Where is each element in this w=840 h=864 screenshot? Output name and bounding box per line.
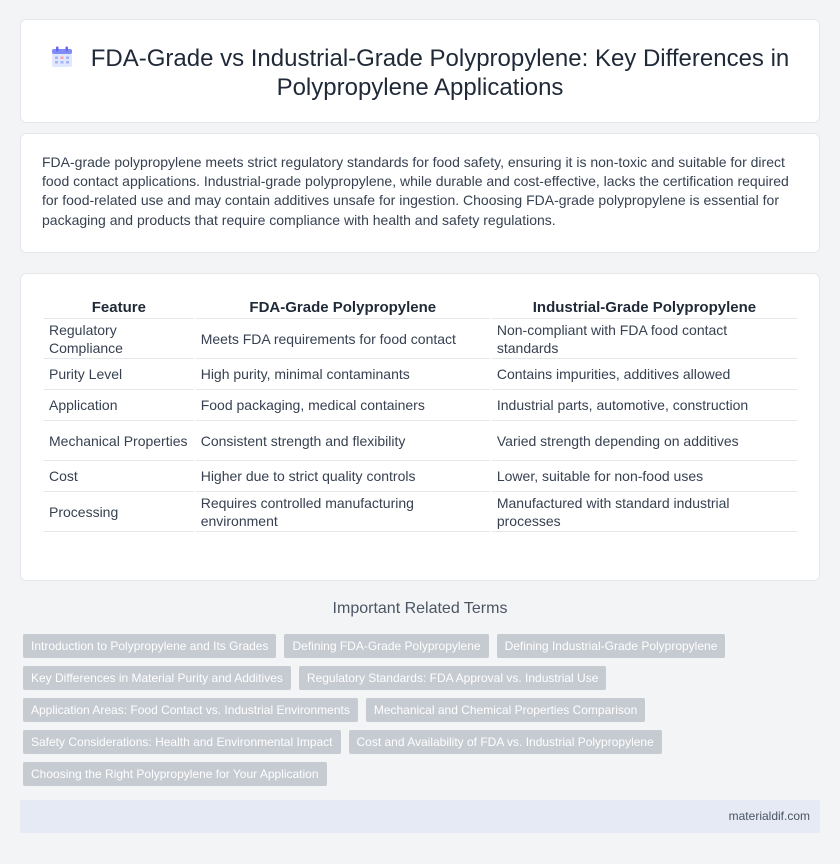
- feature-cell: Regulatory Compliance: [44, 319, 194, 359]
- intro-paragraph: FDA-grade polypropylene meets strict regulatory standards for food safety, ensuring it is non-toxic and suitable for direct food contact applications. Industrial-grade polypropylene, while durable and cost-effective, lacks the certification required for food-related use and may contain additives unsafe for ingestion. Choosing FDA-grade polypropylene is essential for packaging and products that require compliance with health and safety regulations.: [42, 154, 789, 228]
- industrial-cell: Contains impurities, additives allowed: [492, 359, 797, 390]
- industrial-cell: Industrial parts, automotive, construction: [492, 390, 797, 421]
- industrial-cell: Varied strength depending on additives: [492, 421, 797, 461]
- header-industrial-grade: Industrial-Grade Polypropylene: [492, 296, 797, 319]
- industrial-cell: Lower, suitable for non-food uses: [492, 461, 797, 492]
- header-feature: Feature: [44, 296, 194, 319]
- industrial-cell: Non-compliant with FDA food contact standards: [492, 319, 797, 359]
- table-row: [44, 319, 797, 359]
- term-tag[interactable]: Safety Considerations: Health and Environmental Impact: [23, 730, 341, 754]
- page-title: [21, 44, 819, 102]
- term-tag[interactable]: Defining FDA-Grade Polypropylene: [284, 634, 488, 658]
- fda-cell: Food packaging, medical containers: [196, 390, 490, 421]
- related-terms-list: [23, 634, 823, 794]
- term-tag[interactable]: Cost and Availability of FDA vs. Industrial Polypropylene: [349, 730, 662, 754]
- term-tag[interactable]: Choosing the Right Polypropylene for Your Application: [23, 762, 327, 786]
- term-tag[interactable]: Key Differences in Material Purity and Additives: [23, 666, 291, 690]
- title-line-2: Polypropylene Applications: [276, 74, 564, 101]
- related-terms-heading: Important Related Terms: [332, 600, 508, 617]
- footer: [20, 800, 820, 833]
- header-fda-grade: FDA-Grade Polypropylene: [196, 296, 490, 319]
- table-row: [44, 359, 797, 390]
- feature-cell: Cost: [44, 461, 194, 492]
- table-row: [44, 492, 797, 532]
- fda-cell: Requires controlled manufacturing environment: [196, 492, 490, 532]
- term-tag[interactable]: Defining Industrial-Grade Polypropylene: [497, 634, 726, 658]
- fda-cell: High purity, minimal contaminants: [196, 359, 490, 390]
- term-tag[interactable]: Mechanical and Chemical Properties Comparison: [366, 698, 645, 722]
- feature-cell: Mechanical Properties: [44, 421, 194, 461]
- title-card: [20, 19, 820, 123]
- feature-cell: Processing: [44, 492, 194, 532]
- fda-cell: Higher due to strict quality controls: [196, 461, 490, 492]
- fda-cell: Meets FDA requirements for food contact: [196, 319, 490, 359]
- feature-cell: Application: [44, 390, 194, 421]
- intro-card: [20, 133, 820, 253]
- calendar-icon: [51, 46, 73, 68]
- industrial-cell: Manufactured with standard industrial processes: [492, 492, 797, 532]
- footer-site-link[interactable]: materialdif.com: [728, 809, 810, 823]
- term-tag[interactable]: Regulatory Standards: FDA Approval vs. Industrial Use: [299, 666, 606, 690]
- table-header-row: [44, 296, 797, 319]
- comparison-table: [42, 296, 799, 532]
- table-row: [44, 461, 797, 492]
- table-row: [44, 421, 797, 461]
- term-tag[interactable]: Application Areas: Food Contact vs. Industrial Environments: [23, 698, 358, 722]
- table-row: [44, 390, 797, 421]
- feature-cell: Purity Level: [44, 359, 194, 390]
- title-line-1: FDA-Grade vs Industrial-Grade Polypropylene: Key Differences in: [90, 45, 790, 72]
- fda-cell: Consistent strength and flexibility: [196, 421, 490, 461]
- comparison-card: [20, 273, 820, 581]
- term-tag[interactable]: Introduction to Polypropylene and Its Grades: [23, 634, 276, 658]
